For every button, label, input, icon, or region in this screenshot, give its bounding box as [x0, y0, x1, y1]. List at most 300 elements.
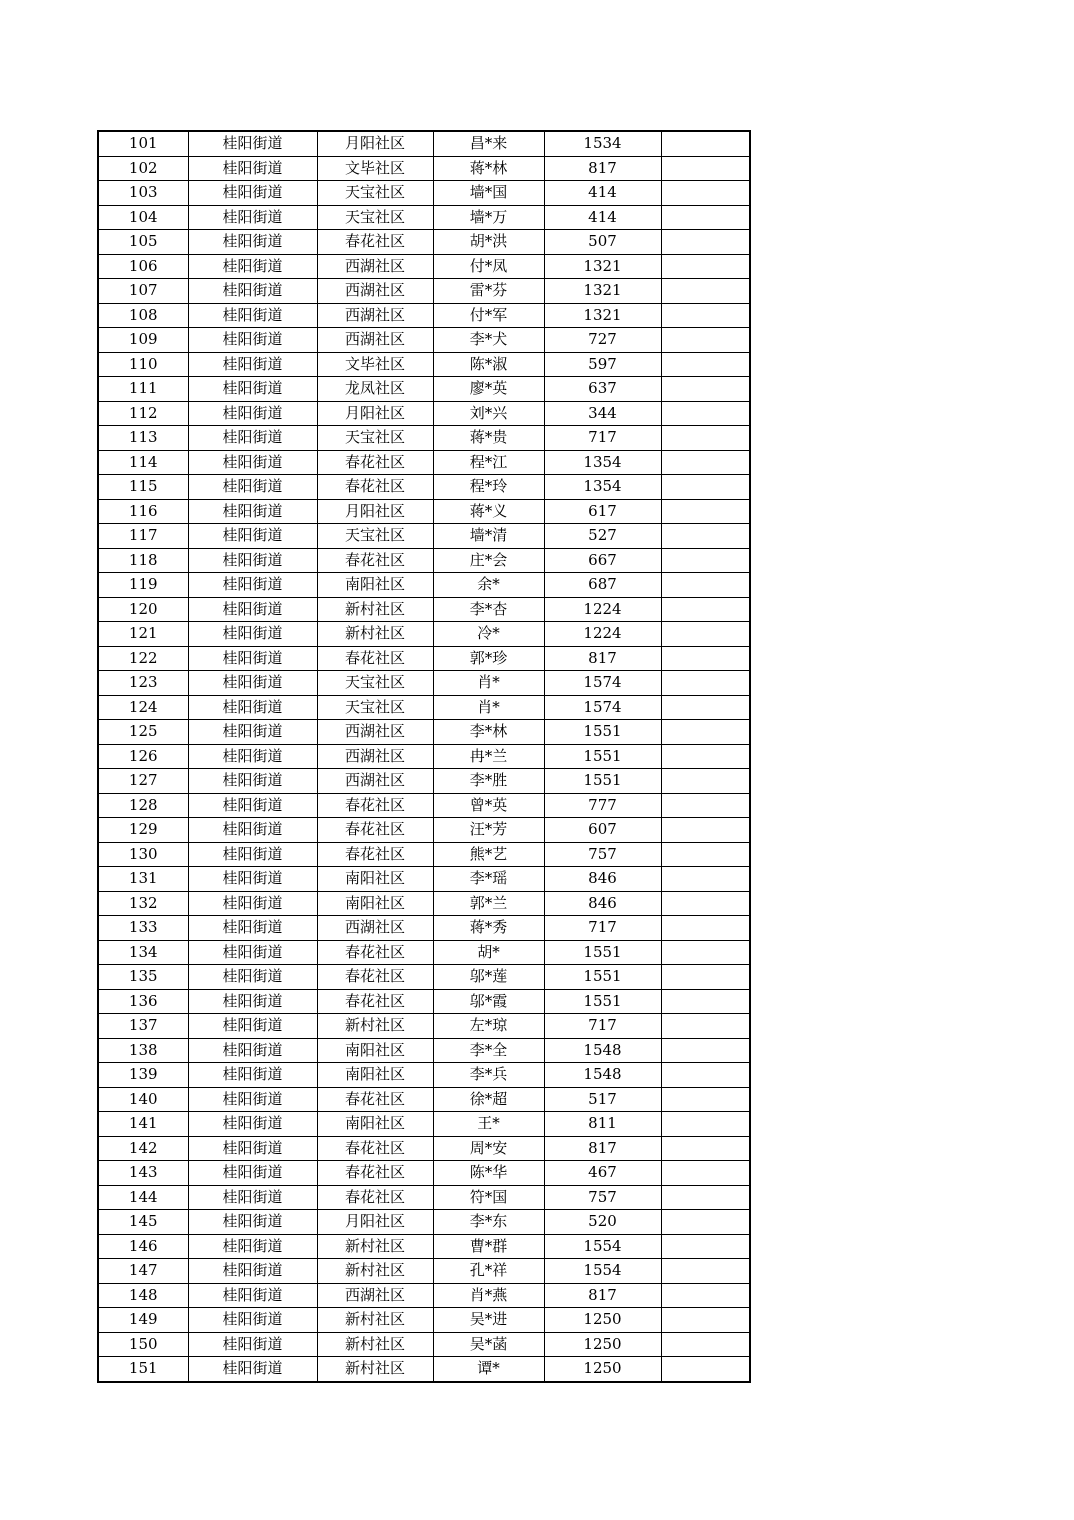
cell-amount: 687 [544, 573, 661, 598]
cell-note [661, 744, 750, 769]
cell-community: 春花社区 [317, 646, 433, 671]
cell-community: 文毕社区 [317, 352, 433, 377]
cell-number: 123 [98, 671, 188, 696]
cell-street: 桂阳街道 [188, 1210, 317, 1235]
table-row [98, 377, 750, 402]
cell-note [661, 352, 750, 377]
cell-amount: 846 [544, 867, 661, 892]
cell-name: 刘*兴 [433, 401, 544, 426]
table-row [98, 1259, 750, 1284]
cell-note [661, 891, 750, 916]
cell-amount: 1321 [544, 303, 661, 328]
cell-note [661, 989, 750, 1014]
table-row [98, 842, 750, 867]
cell-community: 新村社区 [317, 597, 433, 622]
table-row [98, 1087, 750, 1112]
cell-amount: 1224 [544, 622, 661, 647]
cell-note [661, 1087, 750, 1112]
cell-community: 南阳社区 [317, 867, 433, 892]
cell-community: 月阳社区 [317, 1210, 433, 1235]
cell-community: 天宝社区 [317, 426, 433, 451]
cell-amount: 1554 [544, 1259, 661, 1284]
cell-note [661, 818, 750, 843]
table-row [98, 867, 750, 892]
cell-name: 程*江 [433, 450, 544, 475]
cell-name: 蒋*义 [433, 499, 544, 524]
cell-amount: 817 [544, 1136, 661, 1161]
cell-amount: 817 [544, 646, 661, 671]
cell-street: 桂阳街道 [188, 916, 317, 941]
cell-note [661, 1332, 750, 1357]
cell-street: 桂阳街道 [188, 254, 317, 279]
cell-community: 西湖社区 [317, 1283, 433, 1308]
cell-street: 桂阳街道 [188, 597, 317, 622]
cell-community: 春花社区 [317, 940, 433, 965]
cell-name: 谭* [433, 1357, 544, 1382]
cell-note [661, 230, 750, 255]
cell-note [661, 1234, 750, 1259]
cell-number: 143 [98, 1161, 188, 1186]
cell-street: 桂阳街道 [188, 1038, 317, 1063]
cell-street: 桂阳街道 [188, 818, 317, 843]
cell-street: 桂阳街道 [188, 475, 317, 500]
cell-amount: 817 [544, 1283, 661, 1308]
cell-name: 蒋*贵 [433, 426, 544, 451]
cell-name: 李*杏 [433, 597, 544, 622]
cell-note [661, 1063, 750, 1088]
cell-number: 151 [98, 1357, 188, 1382]
table-row [98, 1332, 750, 1357]
cell-number: 105 [98, 230, 188, 255]
cell-amount: 1554 [544, 1234, 661, 1259]
cell-number: 109 [98, 328, 188, 353]
table-row [98, 965, 750, 990]
cell-amount: 507 [544, 230, 661, 255]
table-row [98, 205, 750, 230]
cell-street: 桂阳街道 [188, 1063, 317, 1088]
cell-street: 桂阳街道 [188, 793, 317, 818]
cell-name: 墙*清 [433, 524, 544, 549]
cell-street: 桂阳街道 [188, 1014, 317, 1039]
cell-amount: 414 [544, 181, 661, 206]
cell-number: 128 [98, 793, 188, 818]
table-row [98, 1210, 750, 1235]
cell-amount: 1548 [544, 1063, 661, 1088]
cell-note [661, 279, 750, 304]
table-row [98, 131, 750, 156]
table-row [98, 426, 750, 451]
cell-street: 桂阳街道 [188, 720, 317, 745]
cell-name: 冉*兰 [433, 744, 544, 769]
cell-name: 周*安 [433, 1136, 544, 1161]
cell-community: 月阳社区 [317, 131, 433, 156]
cell-amount: 1551 [544, 940, 661, 965]
cell-name: 孔*祥 [433, 1259, 544, 1284]
table-row [98, 499, 750, 524]
cell-community: 西湖社区 [317, 303, 433, 328]
cell-street: 桂阳街道 [188, 1234, 317, 1259]
cell-note [661, 940, 750, 965]
cell-name: 李*瑶 [433, 867, 544, 892]
cell-note [661, 377, 750, 402]
cell-amount: 637 [544, 377, 661, 402]
cell-community: 西湖社区 [317, 916, 433, 941]
cell-amount: 1321 [544, 254, 661, 279]
cell-number: 134 [98, 940, 188, 965]
cell-community: 春花社区 [317, 1185, 433, 1210]
cell-number: 146 [98, 1234, 188, 1259]
cell-street: 桂阳街道 [188, 1357, 317, 1382]
table-row [98, 401, 750, 426]
cell-amount: 757 [544, 1185, 661, 1210]
cell-community: 春花社区 [317, 230, 433, 255]
cell-name: 冷* [433, 622, 544, 647]
cell-street: 桂阳街道 [188, 1259, 317, 1284]
cell-number: 126 [98, 744, 188, 769]
table-row [98, 1038, 750, 1063]
cell-number: 103 [98, 181, 188, 206]
cell-note [661, 646, 750, 671]
cell-name: 李*林 [433, 720, 544, 745]
cell-community: 天宝社区 [317, 524, 433, 549]
cell-note [661, 524, 750, 549]
cell-name: 胡*洪 [433, 230, 544, 255]
cell-name: 汪*芳 [433, 818, 544, 843]
cell-street: 桂阳街道 [188, 426, 317, 451]
cell-community: 新村社区 [317, 1332, 433, 1357]
cell-amount: 1250 [544, 1308, 661, 1333]
cell-number: 149 [98, 1308, 188, 1333]
cell-number: 131 [98, 867, 188, 892]
cell-name: 邬*霞 [433, 989, 544, 1014]
cell-amount: 777 [544, 793, 661, 818]
cell-name: 郭*珍 [433, 646, 544, 671]
cell-number: 125 [98, 720, 188, 745]
cell-number: 115 [98, 475, 188, 500]
cell-note [661, 499, 750, 524]
cell-community: 南阳社区 [317, 891, 433, 916]
cell-name: 庄*会 [433, 548, 544, 573]
cell-number: 119 [98, 573, 188, 598]
cell-name: 邬*莲 [433, 965, 544, 990]
table-row [98, 793, 750, 818]
cell-name: 曾*英 [433, 793, 544, 818]
cell-note [661, 1259, 750, 1284]
cell-note [661, 1308, 750, 1333]
cell-note [661, 475, 750, 500]
cell-number: 140 [98, 1087, 188, 1112]
cell-name: 李*胜 [433, 769, 544, 794]
cell-amount: 717 [544, 426, 661, 451]
cell-note [661, 156, 750, 181]
table-row [98, 1136, 750, 1161]
cell-community: 天宝社区 [317, 695, 433, 720]
cell-name: 郭*兰 [433, 891, 544, 916]
cell-street: 桂阳街道 [188, 646, 317, 671]
table-row [98, 181, 750, 206]
cell-amount: 414 [544, 205, 661, 230]
cell-note [661, 1357, 750, 1382]
cell-name: 昌*来 [433, 131, 544, 156]
cell-street: 桂阳街道 [188, 744, 317, 769]
cell-note [661, 695, 750, 720]
table-row [98, 818, 750, 843]
cell-street: 桂阳街道 [188, 769, 317, 794]
table-row [98, 597, 750, 622]
cell-community: 新村社区 [317, 1014, 433, 1039]
cell-amount: 520 [544, 1210, 661, 1235]
table-row [98, 352, 750, 377]
cell-number: 135 [98, 965, 188, 990]
table-row [98, 230, 750, 255]
cell-name: 陈*华 [433, 1161, 544, 1186]
table-row [98, 891, 750, 916]
cell-amount: 597 [544, 352, 661, 377]
cell-note [661, 769, 750, 794]
cell-street: 桂阳街道 [188, 181, 317, 206]
cell-note [661, 597, 750, 622]
cell-community: 西湖社区 [317, 254, 433, 279]
cell-note [661, 793, 750, 818]
cell-street: 桂阳街道 [188, 940, 317, 965]
cell-street: 桂阳街道 [188, 965, 317, 990]
cell-number: 101 [98, 131, 188, 156]
table-row [98, 916, 750, 941]
cell-street: 桂阳街道 [188, 499, 317, 524]
cell-street: 桂阳街道 [188, 156, 317, 181]
cell-note [661, 1161, 750, 1186]
cell-note [661, 303, 750, 328]
cell-street: 桂阳街道 [188, 303, 317, 328]
cell-community: 南阳社区 [317, 1038, 433, 1063]
cell-name: 余* [433, 573, 544, 598]
cell-note [661, 1112, 750, 1137]
cell-community: 西湖社区 [317, 769, 433, 794]
cell-note [661, 916, 750, 941]
cell-community: 新村社区 [317, 1234, 433, 1259]
cell-community: 春花社区 [317, 989, 433, 1014]
cell-community: 天宝社区 [317, 205, 433, 230]
cell-street: 桂阳街道 [188, 1332, 317, 1357]
cell-community: 南阳社区 [317, 573, 433, 598]
table-row [98, 720, 750, 745]
cell-note [661, 1014, 750, 1039]
table-row [98, 769, 750, 794]
cell-number: 112 [98, 401, 188, 426]
cell-number: 111 [98, 377, 188, 402]
cell-amount: 1551 [544, 720, 661, 745]
table-row [98, 254, 750, 279]
table-row [98, 1161, 750, 1186]
cell-number: 127 [98, 769, 188, 794]
cell-street: 桂阳街道 [188, 230, 317, 255]
cell-community: 春花社区 [317, 548, 433, 573]
cell-community: 文毕社区 [317, 156, 433, 181]
table-row [98, 671, 750, 696]
cell-note [661, 671, 750, 696]
cell-name: 李*兵 [433, 1063, 544, 1088]
cell-amount: 811 [544, 1112, 661, 1137]
cell-amount: 667 [544, 548, 661, 573]
cell-street: 桂阳街道 [188, 622, 317, 647]
cell-amount: 1574 [544, 695, 661, 720]
cell-name: 李*东 [433, 1210, 544, 1235]
table-row [98, 1357, 750, 1382]
cell-name: 付*凤 [433, 254, 544, 279]
cell-street: 桂阳街道 [188, 205, 317, 230]
cell-amount: 527 [544, 524, 661, 549]
cell-number: 132 [98, 891, 188, 916]
cell-street: 桂阳街道 [188, 279, 317, 304]
table-row [98, 1112, 750, 1137]
cell-name: 肖*燕 [433, 1283, 544, 1308]
cell-community: 南阳社区 [317, 1063, 433, 1088]
cell-amount: 717 [544, 916, 661, 941]
cell-amount: 1574 [544, 671, 661, 696]
cell-name: 墙*国 [433, 181, 544, 206]
cell-name: 王* [433, 1112, 544, 1137]
cell-street: 桂阳街道 [188, 891, 317, 916]
table-row [98, 279, 750, 304]
cell-name: 左*琼 [433, 1014, 544, 1039]
cell-street: 桂阳街道 [188, 573, 317, 598]
cell-number: 104 [98, 205, 188, 230]
table-row [98, 475, 750, 500]
cell-number: 136 [98, 989, 188, 1014]
cell-amount: 1224 [544, 597, 661, 622]
cell-name: 吴*进 [433, 1308, 544, 1333]
cell-community: 月阳社区 [317, 401, 433, 426]
cell-number: 139 [98, 1063, 188, 1088]
table-row [98, 1234, 750, 1259]
table-row [98, 156, 750, 181]
cell-amount: 727 [544, 328, 661, 353]
cell-street: 桂阳街道 [188, 131, 317, 156]
cell-number: 138 [98, 1038, 188, 1063]
cell-number: 150 [98, 1332, 188, 1357]
cell-amount: 1250 [544, 1332, 661, 1357]
cell-street: 桂阳街道 [188, 1308, 317, 1333]
cell-note [661, 1210, 750, 1235]
cell-amount: 1534 [544, 131, 661, 156]
cell-community: 天宝社区 [317, 671, 433, 696]
cell-street: 桂阳街道 [188, 1136, 317, 1161]
cell-amount: 817 [544, 156, 661, 181]
cell-community: 新村社区 [317, 1308, 433, 1333]
cell-street: 桂阳街道 [188, 328, 317, 353]
cell-note [661, 842, 750, 867]
cell-community: 春花社区 [317, 965, 433, 990]
cell-street: 桂阳街道 [188, 842, 317, 867]
cell-number: 116 [98, 499, 188, 524]
cell-number: 147 [98, 1259, 188, 1284]
cell-note [661, 205, 750, 230]
cell-community: 新村社区 [317, 622, 433, 647]
cell-amount: 1551 [544, 744, 661, 769]
cell-number: 106 [98, 254, 188, 279]
cell-amount: 467 [544, 1161, 661, 1186]
cell-amount: 1551 [544, 989, 661, 1014]
cell-street: 桂阳街道 [188, 1185, 317, 1210]
cell-name: 曹*群 [433, 1234, 544, 1259]
cell-number: 110 [98, 352, 188, 377]
cell-name: 廖*英 [433, 377, 544, 402]
cell-amount: 1551 [544, 965, 661, 990]
cell-note [661, 328, 750, 353]
table-row [98, 1185, 750, 1210]
cell-community: 西湖社区 [317, 328, 433, 353]
cell-note [661, 450, 750, 475]
table-row [98, 695, 750, 720]
cell-street: 桂阳街道 [188, 1161, 317, 1186]
cell-name: 胡* [433, 940, 544, 965]
cell-community: 春花社区 [317, 1136, 433, 1161]
cell-name: 蒋*林 [433, 156, 544, 181]
cell-street: 桂阳街道 [188, 1112, 317, 1137]
cell-note [661, 867, 750, 892]
cell-amount: 1250 [544, 1357, 661, 1382]
cell-street: 桂阳街道 [188, 377, 317, 402]
cell-community: 春花社区 [317, 818, 433, 843]
cell-community: 春花社区 [317, 475, 433, 500]
cell-number: 144 [98, 1185, 188, 1210]
cell-community: 新村社区 [317, 1259, 433, 1284]
table-row [98, 940, 750, 965]
cell-amount: 757 [544, 842, 661, 867]
cell-community: 月阳社区 [317, 499, 433, 524]
cell-street: 桂阳街道 [188, 671, 317, 696]
cell-amount: 517 [544, 1087, 661, 1112]
cell-note [661, 426, 750, 451]
cell-number: 122 [98, 646, 188, 671]
cell-number: 129 [98, 818, 188, 843]
cell-note [661, 573, 750, 598]
cell-note [661, 1185, 750, 1210]
cell-number: 102 [98, 156, 188, 181]
cell-amount: 846 [544, 891, 661, 916]
cell-community: 新村社区 [317, 1357, 433, 1382]
cell-number: 130 [98, 842, 188, 867]
cell-community: 西湖社区 [317, 720, 433, 745]
table-row [98, 1283, 750, 1308]
cell-street: 桂阳街道 [188, 695, 317, 720]
cell-name: 李*全 [433, 1038, 544, 1063]
cell-community: 西湖社区 [317, 279, 433, 304]
table-row [98, 1063, 750, 1088]
cell-number: 108 [98, 303, 188, 328]
cell-amount: 1354 [544, 475, 661, 500]
cell-amount: 1354 [544, 450, 661, 475]
cell-community: 春花社区 [317, 1087, 433, 1112]
cell-amount: 607 [544, 818, 661, 843]
table-row [98, 573, 750, 598]
table-row [98, 524, 750, 549]
cell-community: 南阳社区 [317, 1112, 433, 1137]
cell-community: 天宝社区 [317, 181, 433, 206]
table-row [98, 989, 750, 1014]
cell-street: 桂阳街道 [188, 1087, 317, 1112]
cell-community: 春花社区 [317, 842, 433, 867]
cell-note [661, 720, 750, 745]
cell-note [661, 1283, 750, 1308]
cell-community: 春花社区 [317, 1161, 433, 1186]
cell-amount: 1321 [544, 279, 661, 304]
cell-name: 吴*菡 [433, 1332, 544, 1357]
cell-name: 陈*淑 [433, 352, 544, 377]
table-row [98, 450, 750, 475]
table-row [98, 646, 750, 671]
cell-number: 137 [98, 1014, 188, 1039]
